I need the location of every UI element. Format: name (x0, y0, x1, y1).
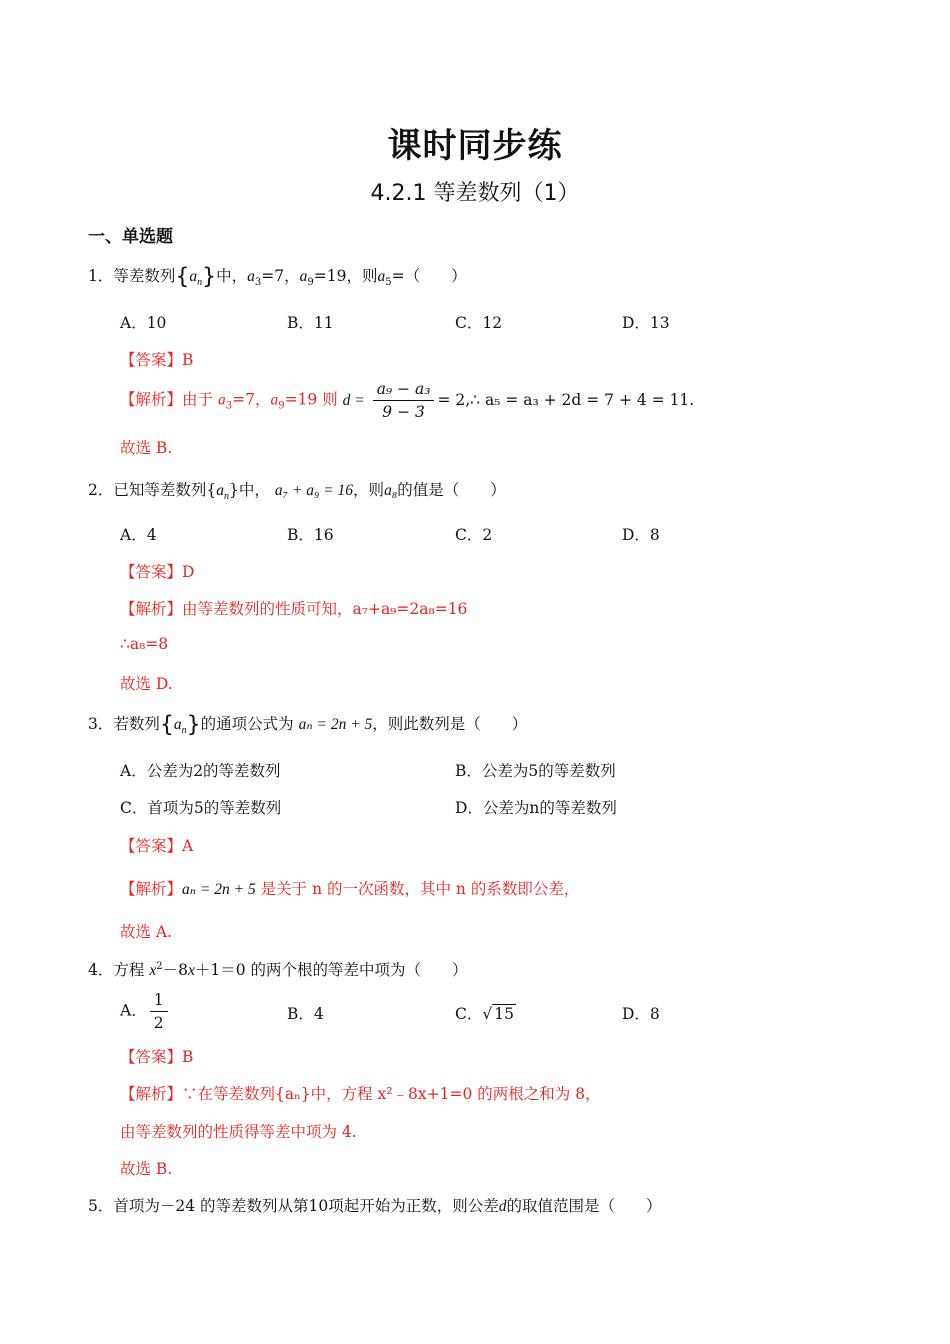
q4-analysis-2: 由等差数列的性质得等差中项为 4. (120, 1123, 357, 1141)
q4-conclusion: 故选 B. (120, 1160, 173, 1178)
question-2: 2．已知等差数列$\{a_n\}$中， a₇ + a₉ = 16，则a₈的值是（ ） (88, 481, 506, 503)
q3-option-c: C．首项为5的等差数列 (120, 799, 282, 817)
q1-option-b: B．11 (287, 314, 334, 332)
q4-option-b: B．4 (287, 1005, 324, 1023)
q1-option-a: A．10 (120, 314, 167, 332)
q2-analysis: 【解析】由等差数列的性质可知，a₇+a₉=2a₈=16 (120, 600, 468, 618)
page-title: 课时同步练 (387, 126, 563, 166)
q1-fraction: $\frac{\text{a₉ − a₃}}{9 - 3}$ (373, 378, 435, 423)
question-4: 4．方程 $x^2-8x+1=0$ 的两个根的等差中项为（ ） (88, 960, 468, 979)
q2-step: ∴a₈=8 (120, 635, 169, 653)
question-1: 1．等差数列$\{a_n\}$中，$a_3=7$，$a_9=19$，则$a_5=$（ ） (88, 264, 467, 290)
q2-option-b: B．16 (287, 526, 334, 544)
q2-answer: 【答案】D (120, 563, 195, 581)
q1-option-c: C．12 (455, 314, 503, 332)
q4-option-d: D．8 (622, 1005, 660, 1023)
q4-answer: 【答案】B (120, 1048, 194, 1066)
q3-option-d: D．公差为n的等差数列 (455, 799, 617, 817)
q2-conclusion: 故选 D. (120, 675, 173, 693)
page-subtitle: 4.2.1 等差数列（1） (370, 181, 580, 206)
q3-answer: 【答案】A (120, 837, 194, 855)
q3-option-a: A．公差为2的等差数列 (120, 762, 281, 780)
q4-analysis: 【解析】∵在等差数列{aₙ}中，方程 x²﹣8x+1=0 的两根之和为 8， (120, 1085, 601, 1103)
q4-option-c: C．√ 15 (455, 1005, 514, 1023)
q4-option-a: A． $\frac{1}{2}$ (120, 989, 171, 1034)
q2-option-d: D．8 (622, 526, 660, 544)
q3-option-b: B．公差为5的等差数列 (455, 762, 616, 780)
q1-conclusion: 故选 B. (120, 439, 173, 457)
q2-option-c: C．2 (455, 526, 493, 544)
q2-option-a: A．4 (120, 526, 157, 544)
q1-option-d: D．13 (622, 314, 670, 332)
q3-analysis: 【解析】aₙ = 2n + 5 是关于 n 的一次函数，其中 n 的系数即公差， (120, 880, 580, 898)
q1-answer: 【答案】B (120, 351, 194, 369)
question-5: 5．首项为－24 的等差数列从第10项起开始为正数，则公差d的取值范围是（ ） (88, 1197, 662, 1215)
q3-conclusion: 故选 A. (120, 923, 173, 941)
q1-analysis: 【解析】由于 $a_3=7$，$a_9=19$ 则 d = $\frac{\text{a₉ − a₃}}{9 - 3}$ = 2,∴ a₅ = a₃ + 2d = 7 + 4 = 11. (120, 380, 695, 421)
question-3: 3．若数列$\{a_n\}$的通项公式为 aₙ = 2n + 5，则此数列是（ ） (88, 712, 528, 738)
section-heading: 一、单选题 (88, 227, 173, 247)
